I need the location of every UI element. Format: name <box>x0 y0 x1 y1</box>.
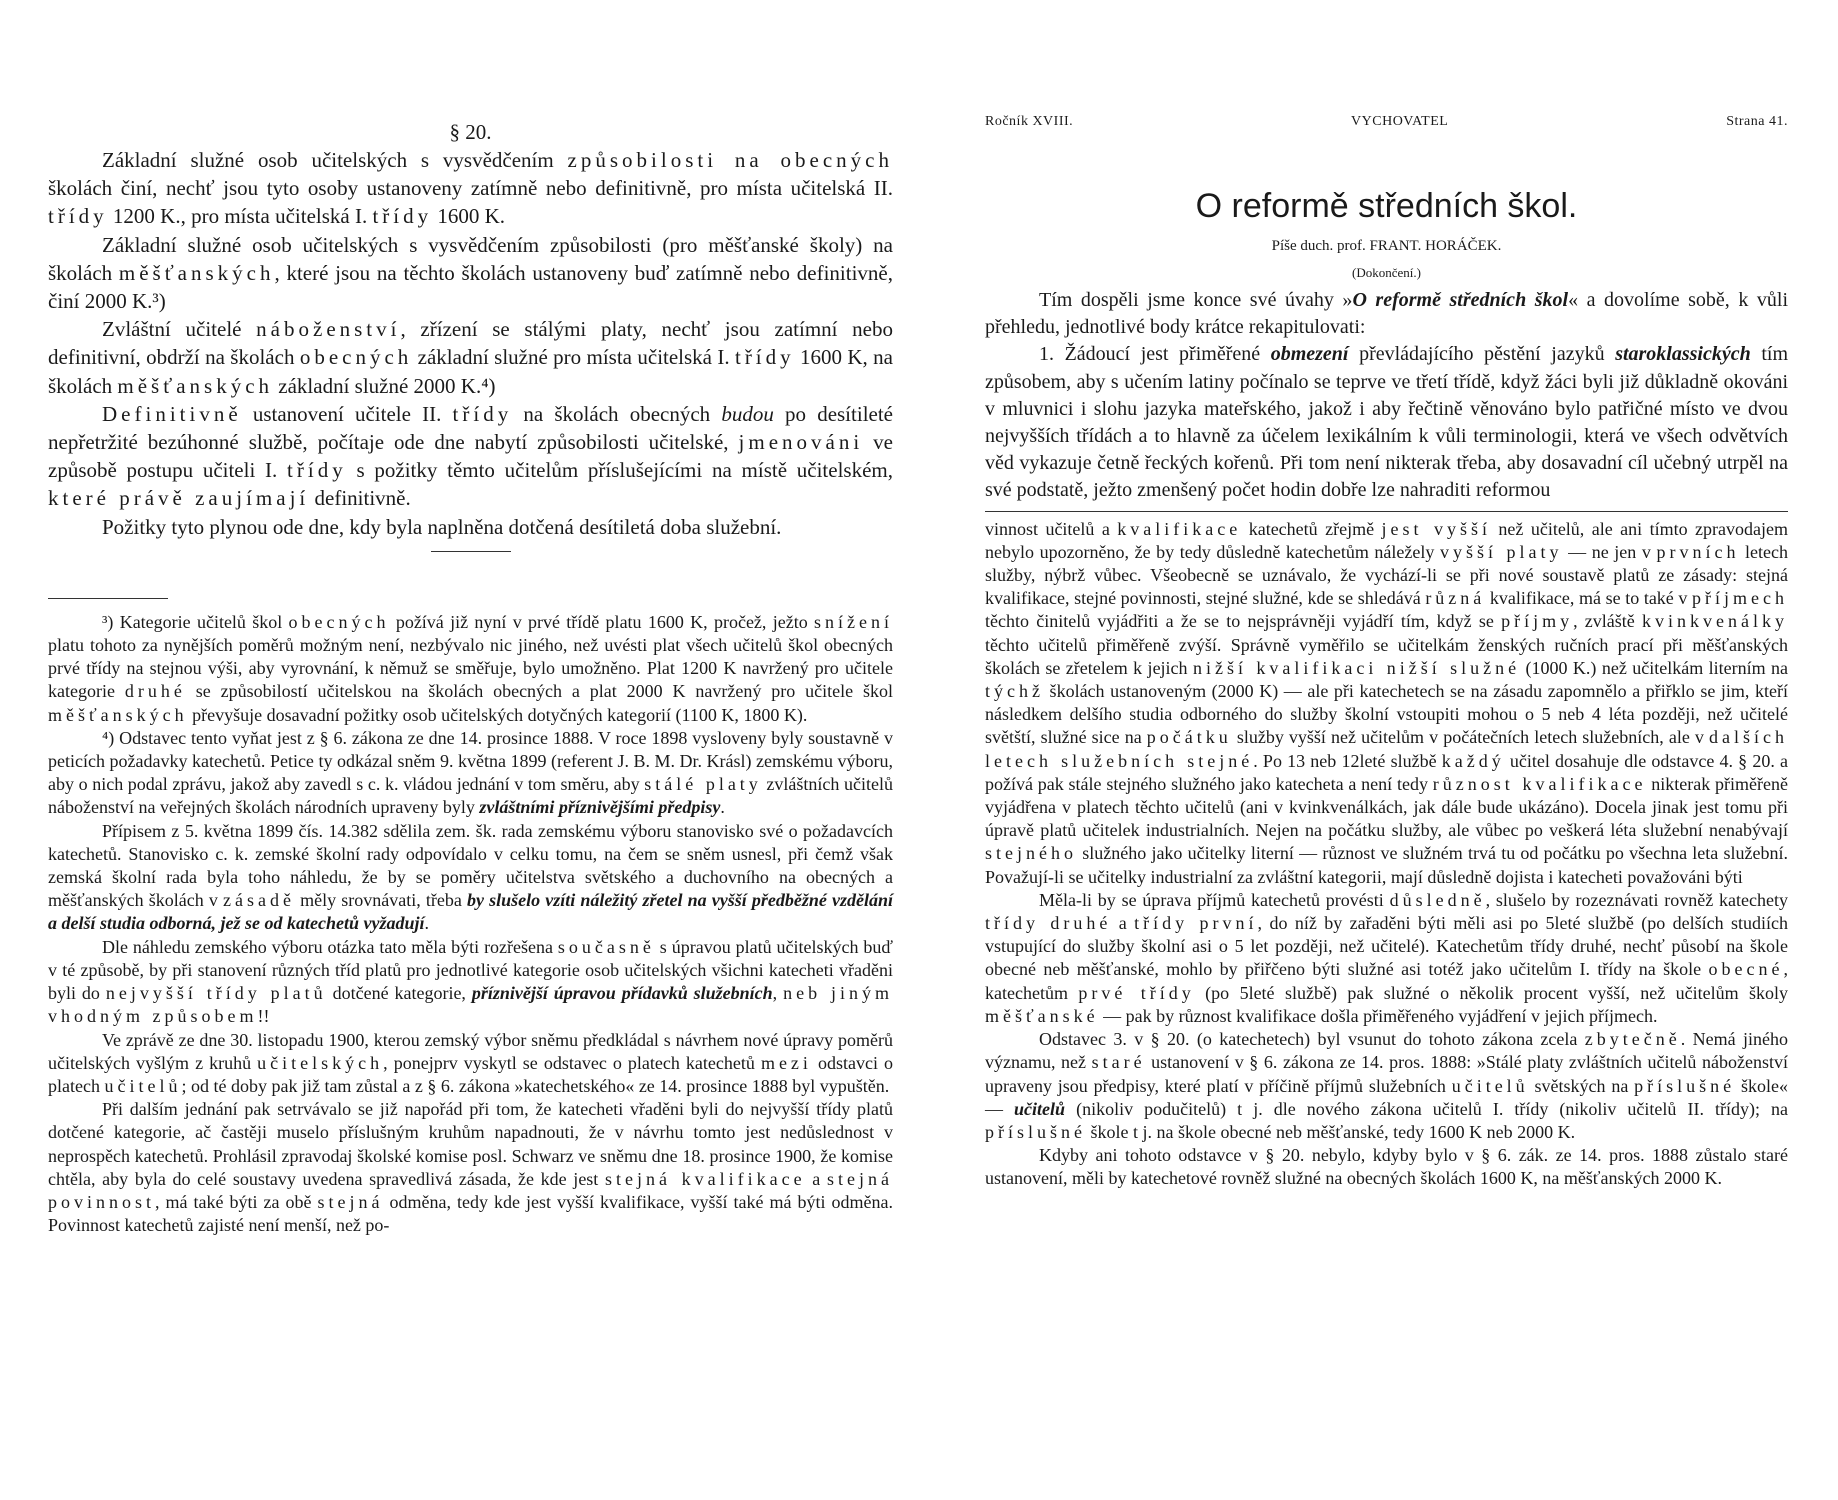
text-run: letech služby, nýbrž vůbec. Všeobecně se uznávalo, že vychází-li se při nové soustavě platů ze zásady: stejná kvalifikace, stejné povinnosti, stejné služné, kde se shledává <box>985 541 1788 609</box>
text-run: těchto učitelů přiměřeně zvýší. Správně vyměřilo se učitelkám ženských ručních prací při měšťanských školách se zřetelem k jejich <box>985 634 1788 678</box>
text-run: Měla-li by se úprava příjmů katechetů provésti <box>1039 889 1390 910</box>
spaced-text: obecných <box>299 345 413 370</box>
text-run: Zvláštní učitelé <box>102 317 257 342</box>
text-run: — pak by různost kvalifikace došla přiměřeného vyjádření v jejich příjmech. <box>1098 1005 1658 1026</box>
text-run: dotčené kategorie, <box>326 983 472 1004</box>
text-run: ⁴) Odstavec tento vyňat jest z § 6. zákona ze dne 14. prosince 1888. V roce 1898 vysloveny byly soustavně v peticích požadavky katechetů. Petice ty odkázal sněm 9. května 1899 (referent J. B. M. Dr. Krásl) zemskému výboru, aby o nich podal zprávu, jakož aby zavedl s c. k. vládou jednání v tom směru, aby <box>48 727 893 795</box>
footnote-rule <box>985 511 1788 512</box>
text-run: ustanovení učitele II. <box>241 401 453 426</box>
spaced-text: které právě zaujímají <box>48 486 310 511</box>
footnote-rule <box>48 598 168 599</box>
text-run: škole« — <box>985 1075 1788 1119</box>
spaced-text: vyšší platy <box>1439 541 1563 562</box>
text-run: Základní služné osob učitelských s vysvědčením způsobilosti (pro měšťanské školy) na školách <box>48 232 893 285</box>
footnote-4-cont-3 <box>48 1029 893 1099</box>
text-run: . <box>424 913 430 934</box>
text-run: než učitelů, ale ani tímto zpravodajem nebylo upozorněno, že by tedy důsledně katechetům náležely <box>985 518 1788 562</box>
text-run: , zřízení se stálými platy, nechť jsou zatímní nebo definitivní, obdrží na školách <box>48 317 893 370</box>
text-run: služby vyšší než učitelům v počátečních letech služebních, ale v <box>1231 727 1709 748</box>
spaced-text: prvé třídy <box>1078 982 1195 1003</box>
spaced-text: mezi <box>760 1052 812 1073</box>
spaced-text: kvinkvenálky <box>1642 611 1788 632</box>
volume-number: Ročník XVIII. <box>985 114 1074 129</box>
text-run: školách činí, nechť jsou tyto osoby ustanoveny zatímně nebo definitivně, pro místa učitelská II. <box>48 176 893 201</box>
spaced-text: příslušné <box>1634 1075 1736 1096</box>
spaced-text: náboženství <box>256 317 401 342</box>
spaced-text: neb jiným vhodným způsobem <box>48 983 894 1027</box>
spaced-text: obecné <box>1708 959 1784 980</box>
text-run: (1000 K.) než učitelkám literním na <box>1520 657 1788 678</box>
text-run: , ponejprv vyskytl se odstavec o platech katechetů <box>383 1052 761 1073</box>
text-run: ve způsobě postupu učiteli I. <box>48 430 893 483</box>
article-paragraph-1 <box>985 287 1788 341</box>
spaced-text: počátku <box>1146 727 1232 748</box>
text-run: , slušelo by rozeznávati rovněž katechety <box>1485 889 1788 910</box>
italic-text: zvláštními příznivějšími předpisy <box>479 797 721 818</box>
footnote-cont-paragraph-2 <box>985 889 1788 1028</box>
text-run: těchto činitelů vyjádřiti a že se to nejsprávněji vyjádří tím, když se <box>985 611 1502 632</box>
text-run: a <box>805 1168 827 1189</box>
footnote-4-cont-2 <box>48 936 893 1029</box>
spaced-text: jmenováni <box>738 430 864 455</box>
left-page <box>48 0 893 1500</box>
continuation-note: (Dokončení.) <box>1352 265 1421 280</box>
running-head <box>985 114 1788 130</box>
spaced-text: stejná kvalifikace <box>605 1168 806 1189</box>
italic-text: příznivější úpravou přídavků služebních <box>471 983 773 1004</box>
paragraph-2 <box>48 231 893 316</box>
text-run: zvláštních učitelů náboženství na veřejných školách národních upraveny byly <box>48 774 893 818</box>
footnote-cont-paragraph-1 <box>985 518 1788 889</box>
article-paragraph-2 <box>985 341 1788 504</box>
spaced-text: příjmech <box>1692 588 1789 609</box>
spaced-text: třídy první <box>1134 913 1258 934</box>
paragraph-1 <box>48 146 893 231</box>
spaced-text: staré <box>1091 1052 1146 1073</box>
spaced-text: měšťanských <box>117 373 274 398</box>
spaced-text: nižší kvalifikaci nižší služné <box>1192 657 1521 678</box>
paragraph-5 <box>48 513 893 541</box>
spaced-text: Definitivně <box>102 401 242 426</box>
section-divider <box>431 551 511 552</box>
text-run: Základní služné osob učitelských s vysvědčením <box>102 148 568 172</box>
text-run: světských na <box>1528 1075 1635 1096</box>
footnote-4-cont-4 <box>48 1098 893 1237</box>
text-run: , do níž by zařaděni býti měli asi po 5leté službě (po delších studiích vstupující do služby školní asi o 5 let později, než učitelé). Katechetům třídy druhé, nechť působí na škole obecné neb měšťanské, mohlo by přiřčeno býti služné asi totéž jako učitelům I. třídy na škole <box>985 913 1788 980</box>
spaced-text: třídy druhé <box>985 913 1112 934</box>
spaced-text: zbytečně <box>1584 1029 1681 1050</box>
text-run: « a dovolíme sobě, k vůli přehledu, jednotlivé body krátce rekapitulovati: <box>985 289 1788 339</box>
text-run: Kdyby ani tohoto odstavce v § 20. nebylo, kdyby bylo v § 6. zák. ze 14. pros. 1888 zůstalo staré ustanovení, měli by katechetové rovněž služné na obecných školách 1600 K, na měšťanských 2000 K. <box>985 1145 1788 1189</box>
text-run: se způsobilostí učitelskou na školách obecných a plat 2000 K navržený pro učitele škol <box>185 681 894 702</box>
footnote-3 <box>48 611 893 727</box>
text-run: (po 5leté službě) pak služné o několik procent vyšší, než učitelům školy <box>1194 982 1788 1003</box>
text-run: vinnost učitelů a <box>985 518 1118 539</box>
spaced-text: měšťanských <box>48 704 188 725</box>
text-run: odměna, tedy kde jest vyšší kvalifikace, vyšší také má býti odměna. Povinnost katechetů zajisté není menší, než po- <box>48 1191 893 1236</box>
text-run: katechetů zřejmě <box>1241 518 1382 539</box>
spaced-text: důsledně <box>1389 889 1486 910</box>
paragraph-4 <box>48 400 893 513</box>
text-run: 1600 K. <box>432 204 506 229</box>
text-run: 1. Žádoucí jest přiměřené <box>1039 343 1271 366</box>
spaced-text: snížení <box>814 611 893 632</box>
text-run: Při dalším jednání pak setrvávalo se již napořád při tom, že katecheti vřaděni byli do nejvyšší třídy platů dotčené kategorie, ač častěji muselo příslušným kruhům napadnouti, že v návrhu tomto jest nedůslednost v neprospěch katechetů. Prohlásil zpravodaj školské komise posl. Schwarz ve sněmu dne 18. prosince 1900, že komise chtěla, aby byla do celé soustavy uvedena spravedlivá zásada, že kde jest <box>48 1099 893 1189</box>
article-text <box>985 287 1788 505</box>
text-run: Požitky tyto plynou ode dne, kdy byla naplněna dotčená desítiletá doba služební. <box>102 514 782 539</box>
footnote-cont-paragraph-3 <box>985 1028 1788 1144</box>
text-run: základní služné 2000 K.⁴) <box>273 373 496 398</box>
spaced-text: stejného <box>985 843 1077 864</box>
section-heading: § 20. <box>449 120 492 144</box>
footnote-4 <box>48 727 893 820</box>
text-run: převládajícího pěstění jazyků <box>1348 343 1616 366</box>
italic-text: O reformě středních škol <box>1352 289 1569 311</box>
text-run: definitivně. <box>309 486 411 511</box>
spaced-text: druhé <box>124 681 186 702</box>
spaced-text: učitelů <box>104 1075 182 1096</box>
spaced-text: nejvyšší třídy platů <box>105 983 327 1004</box>
text-run: odstavci o platech <box>48 1052 894 1096</box>
spaced-text: stejná povinnost <box>48 1168 893 1212</box>
text-run: , <box>772 983 784 1004</box>
text-run: Tím dospěli jsme konce své úvahy » <box>1039 289 1353 311</box>
text-run: po desítileté nepřetržité bezúhonné službě, počítaje ode dne nabytí způsobilosti učitelské, <box>48 401 894 455</box>
law-text <box>48 146 893 541</box>
page-number: Strana 41. <box>1726 114 1788 129</box>
text-run: nikterak přiměřeně vyjádřena v platech těchto učitelů (ani v kvinkvenálkách, jak dále bude ukázáno). Docela jinak jest tomu při úpravě platů učitelek industrialních. Nejen na počátku služby, ale vůbec po veškerá léta služební nenabývají <box>985 773 1788 841</box>
footnote-cont-paragraph-4 <box>985 1144 1788 1190</box>
text-run: 1200 K., pro místa učitelská I. <box>107 204 373 229</box>
spaced-text: týchž <box>985 681 1044 702</box>
text-run: . Nemá jiného významu, než <box>985 1029 1788 1073</box>
spaced-text: příjmy <box>1501 611 1574 632</box>
spaced-text: různá <box>1425 588 1486 609</box>
spaced-text: kvalifikace <box>1117 518 1242 539</box>
italic-text: staroklassických <box>1615 343 1751 366</box>
text-run: s požitky těmto učitelům příslušejícími na místě učitelském, <box>346 458 893 483</box>
italic-text: budou <box>721 401 774 426</box>
spaced-text: třídy <box>48 204 108 229</box>
spaced-text: měšťanských <box>118 260 275 285</box>
spaced-text: stálé platy <box>644 774 762 795</box>
spaced-text: třídy <box>372 204 433 229</box>
text-run: Odstavec 3. v § 20. (o katechetech) byl vsunut do tohoto zákona zcela <box>1039 1029 1585 1050</box>
text-run: měly srovnávati, třeba <box>295 890 467 911</box>
text-run: . Po 13 neb 12leté službě <box>1253 750 1442 771</box>
spaced-text: dalších letech služebních stejné <box>985 727 1788 771</box>
text-run: , které jsou na těchto školách ustanoveny buď zatímně nebo definitivně, činí 2000 K.³) <box>48 260 893 314</box>
spaced-text: měšťanské <box>985 1005 1099 1026</box>
text-run: ³) Kategorie učitelů škol <box>102 611 289 632</box>
text-run: a <box>1111 913 1135 934</box>
italic-text: by slušelo vzíti náležitý zřetel na vyšší předběžné vzdělání a delší studia odborná, jež se od katechetů vyžadují <box>48 890 893 934</box>
text-run: (nikoliv podučitelů) t j. dle nového zákona učitelů I. třídy (nikoliv učitelů II. třídy); na <box>1065 1098 1789 1119</box>
text-run: školách ustanoveným (2000 K) — ale při katechetech se na zásadu zapomnělo a přiřklo se jim, kteří následkem delšího studia odborného do služby školní vstoupiti mohou o 5 neb 4 léta později, než učitelé světští, služné sice na <box>985 681 1788 748</box>
spaced-text: třídy <box>452 401 513 426</box>
article-byline: Píše duch. prof. FRANT. HORÁČEK. <box>1271 238 1502 254</box>
spaced-text: různost kvalifikace <box>1432 773 1647 794</box>
italic-text: učitelů <box>1014 1098 1066 1119</box>
article-title: O reformě středních škol. <box>1195 187 1578 225</box>
footnote-continuation <box>985 518 1788 1191</box>
text-run: s úpravou platů učitelských buď v té způsobě, by při stanovení různých tříd platů pro jednotlivé kategorie osob učitelských všichni katecheti vřaděni byli do <box>48 936 893 1004</box>
spaced-text: třídy <box>734 345 795 370</box>
italic-text: obmezení <box>1270 343 1349 366</box>
text-run: ; od té doby pak již tam zůstal a z § 6. zákona »katechetského« ze 14. prosince 1888 byl vypuštěn. <box>181 1075 890 1096</box>
text-run: , katechetům <box>985 959 1788 1003</box>
spaced-text: třídy <box>287 458 347 483</box>
footnote-4-cont-1 <box>48 820 893 936</box>
journal-name: VYCHOVATEL <box>1351 114 1449 129</box>
text-run: Přípisem z 5. května 1899 čís. 14.382 sdělila zem. šk. rada zemskému výboru stanovisko své o požadavcích katechetů. Stanovisko c. k. zemské školní rady odpovídalo v celku tomu, na čem se sněm usnesl, při čemž však zemská školní rada byla toho náhledu, že by se poměry učitelstva světského a duchovního na obecných a měšťanských školách v <box>48 820 893 911</box>
spaced-text: obecných <box>288 611 390 632</box>
text-run: na školách obecných <box>512 401 722 426</box>
spaced-text: každý <box>1441 750 1505 771</box>
text-run: tím způsobem, aby s učením latiny počínalo se teprve ve třetí třídě, když žáci byli již důkladně okováni v mluvnici i slohu jazyka mateřského, jakož i aby řečtině věnováno bylo patřičné místo ve dvou nejvyšších třídách a to hlavně za účelem lexikálním k vůli terminologii, která ve všech odvětvích věd vykazuje četně řeckých kořenů. Při tom není nikterak třeba, aby dosavadní cíl učebný utrpěl na své podstatě, ježto zmenšený počet hodin dobře lze nahraditi reformou <box>985 343 1789 502</box>
text-run: škole t j. na škole obecné neb měšťanské, tedy 1600 K neb 2000 K. <box>1086 1121 1576 1142</box>
text-run: platu tohoto za nynějších poměrů možným není, nezbývalo nic jiného, než uvésti plat všech učitelů škol obecných prvé třídy na stejnou výši, aby vyrovnání, k němuž se směřuje, bylo umožněno. Plat 1200 K navržený pro učitele kategorie <box>48 635 893 702</box>
spaced-text: zásadě <box>223 890 296 911</box>
spaced-text: učitelských <box>257 1052 384 1073</box>
text-run: 1600 K, na školách <box>48 345 893 398</box>
spaced-text: současně <box>557 936 655 957</box>
text-run: učitel dosahuje dle odstavce 4. § 20. a požívá pak stále stejného služného jako katecheta a není tedy <box>985 750 1788 794</box>
text-run: Ve zprávě ze dne 30. listopadu 1900, kterou zemský výbor sněmu předkládal s návrhem nové úpravy poměrů učitelských vyšlým z kruhů <box>48 1029 893 1073</box>
text-run: základní služné pro místa učitelská I. <box>412 345 735 370</box>
text-run: , zvláště <box>1573 611 1643 632</box>
spaced-text: způsobilosti na obecných <box>567 148 893 172</box>
text-run: ustanovení v § 6. zákona ze 14. pros. 1888: »Stálé platy zvláštních učitelů náboženství upraveny jsou předpisy, které platí v příčině příjmů služebních <box>985 1052 1788 1096</box>
text-run: , má také býti za obě <box>155 1191 318 1212</box>
text-run: kvalifikace, má se to také v <box>1485 588 1693 609</box>
text-run: — ne jen v <box>1562 541 1657 562</box>
spaced-text: jest vyšší <box>1381 518 1491 539</box>
text-run: Dle náhledu zemského výboru otázka tato měla býti rozřešena <box>102 936 558 957</box>
spaced-text: stejná <box>317 1191 384 1212</box>
text-run: služného jako učitelky literní — různost ve služném trvá tu od počátku po všechna leta služební. Považují-li se učitelky industrialní za zvláštní kategorii, mají důsledně dojista i katecheti považováni býti <box>985 843 1788 887</box>
text-run: !! <box>257 1006 270 1027</box>
footnotes <box>48 611 893 1237</box>
right-page <box>985 0 1788 1500</box>
text-run: . <box>720 797 725 818</box>
spaced-text: prvních <box>1656 541 1740 562</box>
spaced-text: učitelů <box>1451 1075 1529 1096</box>
spaced-text: příslušné <box>985 1121 1086 1142</box>
paragraph-3 <box>48 315 893 400</box>
text-run: převyšuje dosavadní požitky osob učitelských dotyčných kategorií (1100 K, 1800 K). <box>187 704 808 725</box>
text-run: požívá již nyní v prvé třídě platu 1600 K, pročež, ježto <box>389 611 814 632</box>
